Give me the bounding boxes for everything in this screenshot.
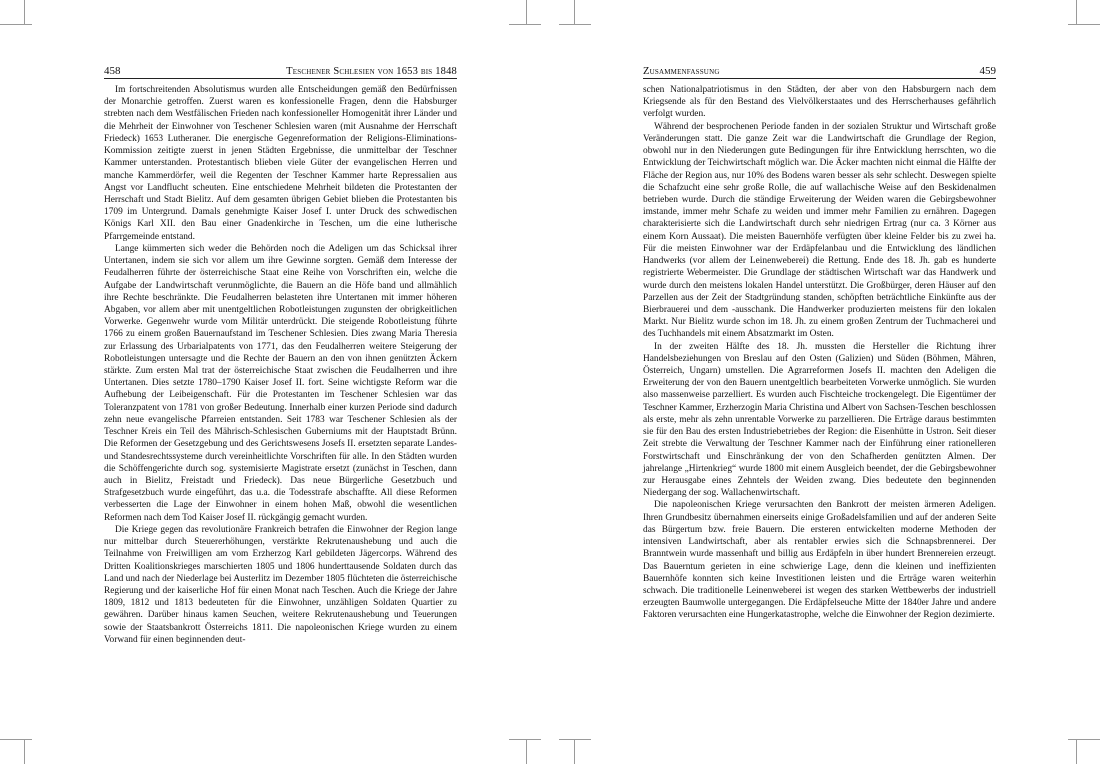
paragraph: Die napoleonischen Kriege verursachten den Bankrott der meisten ärmeren Adeligen. Ihren Grundbesitz übernahmen einerseits einige Großadelsfamilien und auf der anderen Seite das Bürgertum bzw. freie Bauern. Die ersteren entwickelten moderne Methoden der intensiven Landwirtschaft, aber als rentabler erwies sich die Schnapsbrennerei. Der Branntwein wurde massenhaft und billig aus Erdäpfeln in über hundert Brennereien erzeugt. Das Bauerntum gerieten in eine schwierige Lage, denn die kleinen und ineffizienten Bauernhöfe konnten sich keine Investitionen leisten und die Erträge waren weiterhin schwach. Die traditionelle Leinenweberei ist wegen des starken Wettbewerbs der industriell erzeugten Baumwolle untergegangen. Die Erdäpfelseuche Mitte der 1840er Jahre und andere Faktoren verursachten eine Hungerkatastrophe, welche die Einwohner der Region dezimierte. — [643, 500, 996, 621]
paragraph: Die Kriege gegen das revolutionäre Frankreich betrafen die Einwohner der Region lange nur mittelbar durch Steuererhöhungen, verstärkte Rekrutenaushebung und auch die Teilnahme von Freiwilligen am vom Erzherzog Karl gebildeten Jägercorps. Während des Dritten Koalitionskrieges marschierten 1805 und 1806 hunderttausende Soldaten durch das Land und nach der Niederlage bei Austerlitz im Dezember 1805 flüchteten die österreichische Regierung und der kaiserliche Hof für einen Monat nach Teschen. Auch die Kriege der Jahre 1809, 1812 und 1813 bedeuteten für die Einwohner, unzähligen Soldaten Quartier zu gewähren. Darüber hinaus kamen Seuchen, weitere Rekrutenaushebung und Teuerungen sowie der Staatsbankrott Österreichs 1811. Die napoleonischen Kriege wurden zu einem Vorwand für einen beginnenden deut- — [104, 524, 457, 645]
right-page-header — [643, 64, 996, 78]
right-page-body — [643, 84, 996, 622]
left-page-body — [104, 84, 457, 646]
header-rule — [104, 78, 457, 79]
paragraph: In der zweiten Hälfte des 18. Jh. mussten die Hersteller die Richtung ihrer Handelsbeziehungen von Breslau auf den Osten (Galizien) und Süden (Böhmen, Mähren, Österreich, Ungarn) umstellen. Die Agrarreformen Josefs II. machten den Adeligen die Erweiterung der von den Bauern unentgeltlich bearbeiteten Vorwerke unmöglich. Sie wurden also massenweise parzelliert. Es wurden auch Fischteiche trockengelegt. Die Eigentümer der Teschner Kammer, Erzherzogin Maria Christina und Albert von Sachsen-Teschen beschlossen als erste, mehr als zehn unrentable Vorwerke zu parzellieren. Die Erträge daraus bestimmten sie für den Bau des ersten Industriebetriebes der Region: die Eisenhütte in Ustron. Seit dieser Zeit strebte die Verwaltung der Teschner Kammer nach der Einführung einer rationelleren Forstwirtschaft und Einschränkung der von den Schafherden genützten Almen. Der jahrelange „Hirtenkrieg“ wurde 1800 mit einem Ausgleich beendet, der die Gebirgsbewohner zur Herausgabe eines Zehntels der Weiden zwang. Dies bedeutete den beginnenden Niedergang der sog. Wallachenwirtschaft. — [643, 341, 996, 499]
paragraph: schen Nationalpatriotismus in den Städten, der aber von den Habsburgern nach dem Kriegsende als für den Bestand des Vielvölkerstaates und des Herrscherhauses gefährlich verfolgt wurden. — [643, 85, 996, 120]
page-number: 459 — [979, 65, 996, 77]
paragraph: Lange kümmerten sich weder die Behörden noch die Adeligen um das Schicksal ihrer Untertanen, indem sie sich vor allem um ihre Gewinne sorgten. Gemäß dem Interesse der Feudalherren führte der österreichische Staat eine Reihe von Vorschriften ein, welche die Aufgabe der Landwirtschaft verunmöglichte, die Bauern an die Höfe band und allmählich ihre Rechte beschränkte. Die Feudalherren belasteten ihre Untertanen mit immer höheren Abgaben, vor allem aber mit unentgeltlichen Robotleistungen zugunsten der obrigkeitlichen Vorwerke. Gegenwehr wurde vom Militär unterdrückt. Die steigende Robotleistung führte 1766 zu einem großen Bauernaufstand im Teschener Schlesien. Dies zwang Maria Theresia zur Erlassung des Urbarialpatents von 1771, das den Feudalherren weitere Steigerung der Robotleistungen untersagte und die Rechte der Bauern an den von ihnen genützten Äckern stärkte. Zum ersten Mal trat der österreichische Staat zwischen die Feudalherren und ihre Untertanen. Dies setzte 1780–1790 Kaiser Josef II. fort. Seine wichtigste Reform war die Aufhebung der Leibeigenschaft. Für die Protestanten im Teschener Schlesien war das Toleranzpatent von 1781 von großer Bedeutung. Innerhalb einer kurzen Periode sind dadurch zehn neue evangelische Pfarreien entstanden. Seit 1783 war Teschener Schlesien als der Teschner Kreis ein Teil des Mährisch-Schlesischen Guberniums mit der Hauptstadt Brünn. Die Reformen der Gesetzgebung und des Gerichtswesens Josefs II. ersetzten separate Landes- und Standesrechtssysteme durch vereinheitlichte Vorschriften für alle. In den Städten wurden die Schöffengerichte durch sog. systemisierte Magistrate ersetzt (zunächst in Teschen, dann auch in Bielitz, Freistadt und Friedeck). Das neue Bürgerliche Gesetzbuch und Strafgesetzbuch wurde eingeführt, das u.a. die Todesstrafe abschaffte. All diese Reformen verbesserten die Lage der Einwohner in einem hohen Maß, obwohl die wesentlichen Reformen nach dem Tod Kaiser Josef II. rückgängig gemacht wurden. — [104, 243, 457, 523]
running-head: Teschener Schlesien von 1653 bis 1848 — [286, 66, 457, 77]
left-page-header — [104, 64, 457, 78]
paragraph: Während der besprochenen Periode fanden in der sozialen Struktur und Wirtschaft große Veränderungen statt. Die ganze Zeit war die Landwirtschaft die Grundlage der Region, obwohl nur in den Niederungen gute Bedingungen für ihre Entwicklung herrschten, wo die Entwicklung der Teichwirtschaft möglich war. Die Äcker machten nicht einmal die Hälfte der Fläche der Region aus, nur 10% des Bodens waren besser als sehr schlecht. Deswegen spielte die Schafzucht eine sehr große Rolle, die auf wallachische Weise auf den Beskidenalmen betrieben wurde. Durch die ständige Erweiterung der Weiden waren die Gebirgsbewohner imstande, immer mehr Schafe zu weiden und immer mehr Familien zu ernähren. Dagegen charakterisierte sich die Landwirtschaft durch sehr niedrigen Ertrag (nur ca. 3 Körner aus einem Korn Aussaat). Die meisten Bauernhöfe verfügten über kleine Felder bis zu zwei ha. Für die meisten Einwohner war der Erdäpfelanbau und die Entwicklung des ländlichen Handwerks (vor allem der Leinenweberei) die Rettung. Ende des 18. Jh. gab es hunderte registrierte Webermeister. Die Grundlage der städtischen Wirtschaft war das Handwerk und wurde durch den meistens lokalen Handel unterstützt. Die Großbürger, deren Häuser auf den Parzellen aus der Zeit der Stadtgründung standen, schöpften beträchtliche Einkünfte aus der Bierbrauerei und dem -ausschank. Die Handwerker produzierten meistens für den lokalen Markt. Nur Bielitz wurde schon im 18. Jh. zu einem großen Zentrum der Tuchmacherei und des Tuchhandels mit einem Absatzmarkt im Osten. — [643, 121, 996, 340]
left-page — [0, 0, 550, 762]
paragraph: Im fortschreitenden Absolutismus wurden alle Entscheidungen gemäß den Bedürfnissen der Monarchie getroffen. Zuerst waren es konfessionelle Fragen, denn die Habsburger strebten nach dem Westfälischen Frieden nach konfessioneller Homogenität ihrer Länder und die Mehrheit der Einwohner von Teschener Schlesien waren (mit Ausnahme der Herrschaft Friedeck) 1653 Lutheraner. Die energische Gegenreformation der Religions-Eliminations-Kommission zeitigte zuerst in jenen Städten Ergebnisse, die unmittelbar der Teschner Kammer unterstanden. Protestantisch blieben viele Güter der evangelischen Herren und manche Kammerdörfer, weil die Regenten der Teschner Kammer harte Repressalien aus Angst vor Landflucht scheuten. Eine entschiedene Mehrheit bildeten die Protestanten der Herrschaft und Stadt Bielitz. Auf dem gesamten übrigen Gebiet blieben die Protestanten bis 1709 im Untergrund. Damals genehmigte Kaiser Josef I. unter Druck des schwedischen Königs Karl XII. den Bau einer Gnadenkirche in Teschen, um die eine lutherische Pfarrgemeinde entstand. — [104, 85, 457, 242]
page-number: 458 — [104, 65, 121, 77]
running-head: Zusammenfassung — [643, 66, 720, 77]
right-page — [550, 0, 1100, 762]
header-rule — [643, 78, 996, 79]
